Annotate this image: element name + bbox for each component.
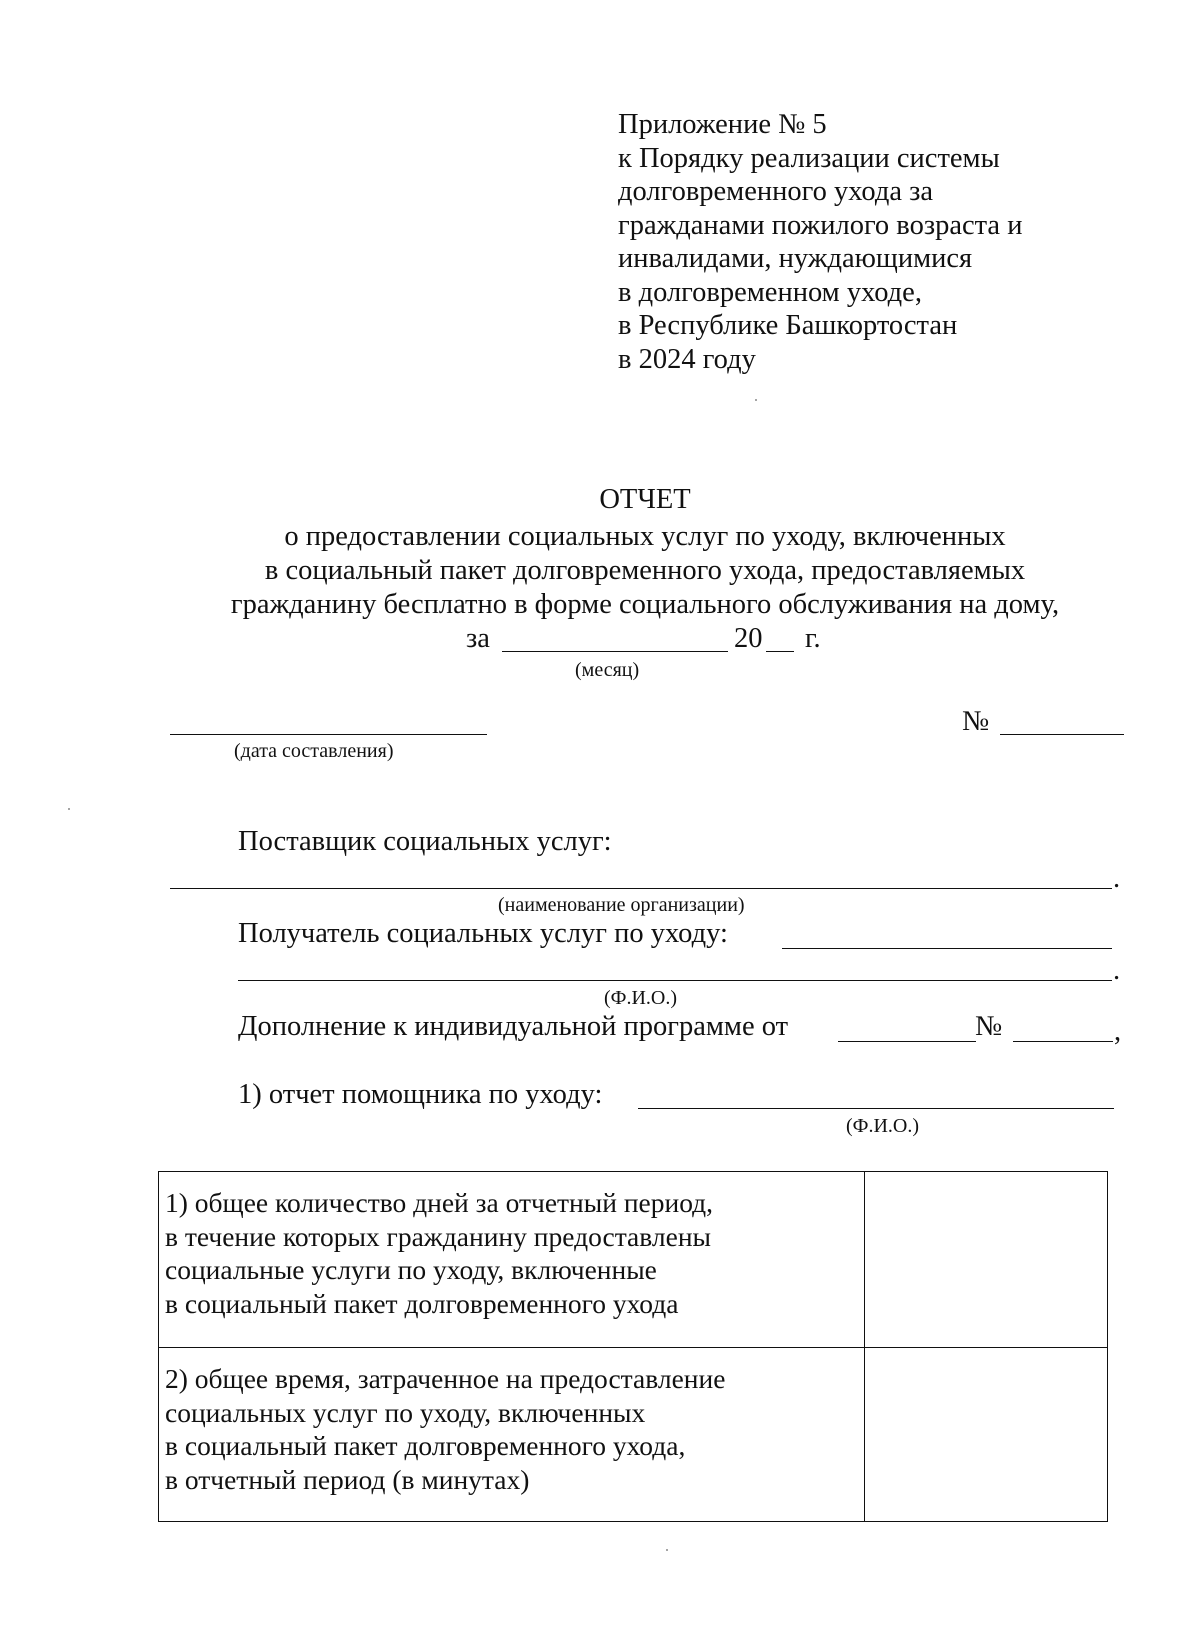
provider-label: Поставщик социальных услуг:	[238, 826, 612, 857]
table-row-label-line: социальные услуги по уходу, включенные	[165, 1254, 657, 1285]
appendix-line: в Республике Башкортостан	[618, 310, 958, 341]
table-row-label-line: в социальный пакет долговременного ухода,	[165, 1430, 686, 1461]
table-row-label	[159, 1172, 865, 1348]
report-title-line: в социальный пакет долговременного ухода, предоставляемых	[264, 555, 1026, 586]
appendix-line: к Порядку реализации системы	[618, 142, 1000, 174]
report-table	[158, 1171, 1108, 1522]
recipient-end-mark: .	[1113, 955, 1121, 986]
table-row-label-line: 2) общее время, затраченное на предоставление	[165, 1363, 726, 1394]
assistant-label: 1) отчет помощника по уходу:	[238, 1079, 603, 1110]
appendix-line: инвалидами, нуждающимися	[618, 243, 973, 274]
scan-speck	[666, 1549, 668, 1551]
number-field[interactable]	[1000, 734, 1124, 735]
appendix-line: Приложение № 5	[618, 109, 827, 140]
scan-speck	[755, 399, 757, 401]
supplement-label: Дополнение к индивидуальной программе от	[238, 1011, 789, 1042]
provider-caption: (наименование организации)	[498, 894, 745, 916]
report-title-line: о предоставлении социальных услуг по уходу, включенных	[284, 521, 1006, 552]
period-year-suffix: г.	[805, 623, 821, 654]
table-row-label	[159, 1348, 865, 1522]
total-minutes-value-cell[interactable]	[865, 1348, 1108, 1522]
provider-name-field[interactable]	[170, 888, 1112, 889]
number-label: №	[962, 706, 990, 737]
period-year-prefix: 20	[734, 623, 763, 654]
assistant-caption: (Ф.И.О.)	[846, 1115, 920, 1137]
supplement-end-mark: ,	[1114, 1016, 1122, 1047]
period-year-field[interactable]	[766, 651, 794, 652]
appendix-line: долговременного ухода за	[618, 176, 934, 207]
table-row-label-line: социальных услуг по уходу, включенных	[165, 1396, 646, 1428]
period-prefix: за	[466, 623, 490, 654]
table-row-label-line: в течение которых гражданину предоставлены	[165, 1220, 712, 1252]
assistant-name-field[interactable]	[638, 1108, 1114, 1109]
date-caption: (дата составления)	[234, 740, 394, 762]
appendix-line: в долговременном уходе,	[618, 276, 922, 308]
date-field[interactable]	[170, 734, 487, 735]
provider-end-mark: .	[1113, 863, 1121, 894]
recipient-caption: (Ф.И.О.)	[604, 987, 678, 1009]
report-title-line: гражданину бесплатно в форме социального обслуживания на дому,	[230, 589, 1060, 620]
recipient-label: Получатель социальных услуг по уходу:	[238, 918, 728, 949]
table-row	[159, 1172, 1108, 1348]
supplement-number-label: №	[975, 1011, 1003, 1042]
scan-speck	[68, 808, 70, 810]
period-month-field[interactable]	[502, 651, 728, 652]
report-heading: ОТЧЕТ	[599, 484, 691, 515]
recipient-name-field[interactable]	[782, 948, 1112, 949]
period-month-caption: (месяц)	[575, 659, 640, 681]
table-row-label-line: в отчетный период (в минутах)	[165, 1463, 530, 1495]
appendix-block	[618, 108, 1138, 376]
table-row-label-line: 1) общее количество дней за отчетный период,	[165, 1187, 714, 1218]
supplement-number-field[interactable]	[1013, 1041, 1113, 1042]
total-days-value-cell[interactable]	[865, 1172, 1108, 1348]
appendix-line: в 2024 году	[618, 343, 756, 375]
table-row-label-line: в социальный пакет долговременного ухода	[165, 1287, 679, 1319]
table-row	[159, 1348, 1108, 1522]
supplement-date-field[interactable]	[838, 1041, 976, 1042]
recipient-name-field-continued[interactable]	[238, 980, 1112, 981]
appendix-line: гражданами пожилого возраста и	[618, 209, 1023, 241]
